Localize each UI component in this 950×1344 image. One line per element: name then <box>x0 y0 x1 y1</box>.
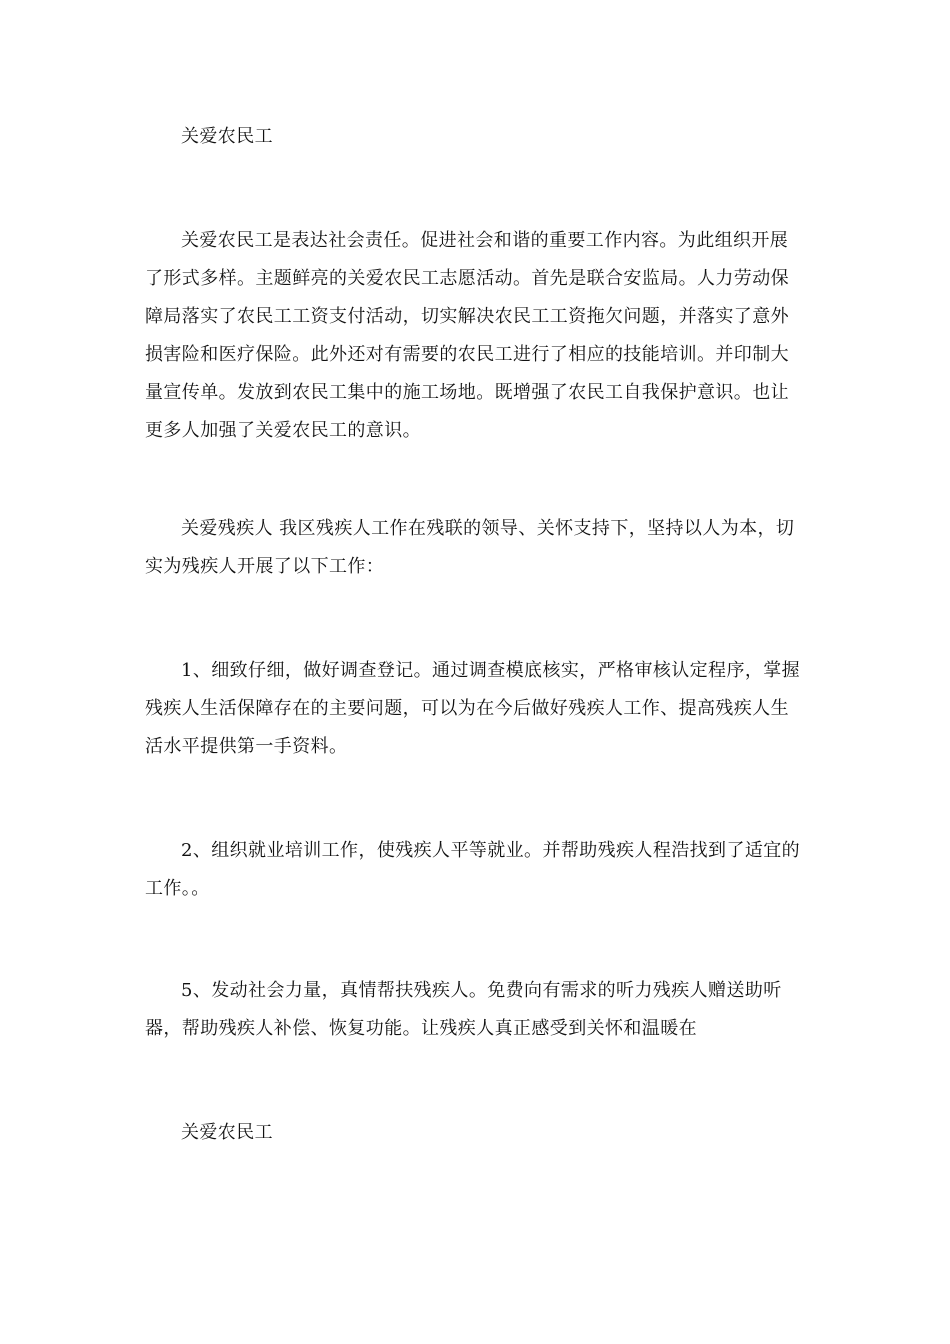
heading-top: 关爱农民工 <box>181 126 273 147</box>
paragraph-item-5: 5、发动社会力量，真情帮扶残疾人。免费向有需求的听力残疾人赠送助听器，帮助残疾人补偿、恢复功能。让残疾人真正感受到关怀和温暖在 <box>145 980 782 1039</box>
paragraph-item-1: 1、细致仔细，做好调查登记。通过调查模底核实，严格审核认定程序，掌握残疾人生活保障存在的主要问题，可以为在今后做好残疾人工作、提高残疾人生活水平提供第一手资料。 <box>145 660 801 757</box>
heading-bottom: 关爱农民工 <box>181 1122 273 1143</box>
paragraph-item-2: 2、组织就业培训工作，使残疾人平等就业。并帮助残疾人程浩找到了适宜的工作。。 <box>145 840 801 899</box>
paragraph-disabled-intro: 关爱残疾人 我区残疾人工作在残联的领导、关怀支持下，坚持以人为本，切实为残疾人开展了以下工作： <box>145 518 795 577</box>
paragraph-migrant-workers: 关爱农民工是表达社会责任。促进社会和谐的重要工作内容。为此组织开展了形式多样。主题鲜亮的关爱农民工志愿活动。首先是联合安监局。人力劳动保障局落实了农民工工资支付活动，切实解决农民工工资拖欠问题，并落实了意外损害险和医疗保险。此外还对有需要的农民工进行了相应的技能培训。并印制大量宣传单。发放到农民工集中的施工场地。既增强了农民工自我保护意识。也让更多人加强了关爱农民工的意识。 <box>145 230 789 441</box>
